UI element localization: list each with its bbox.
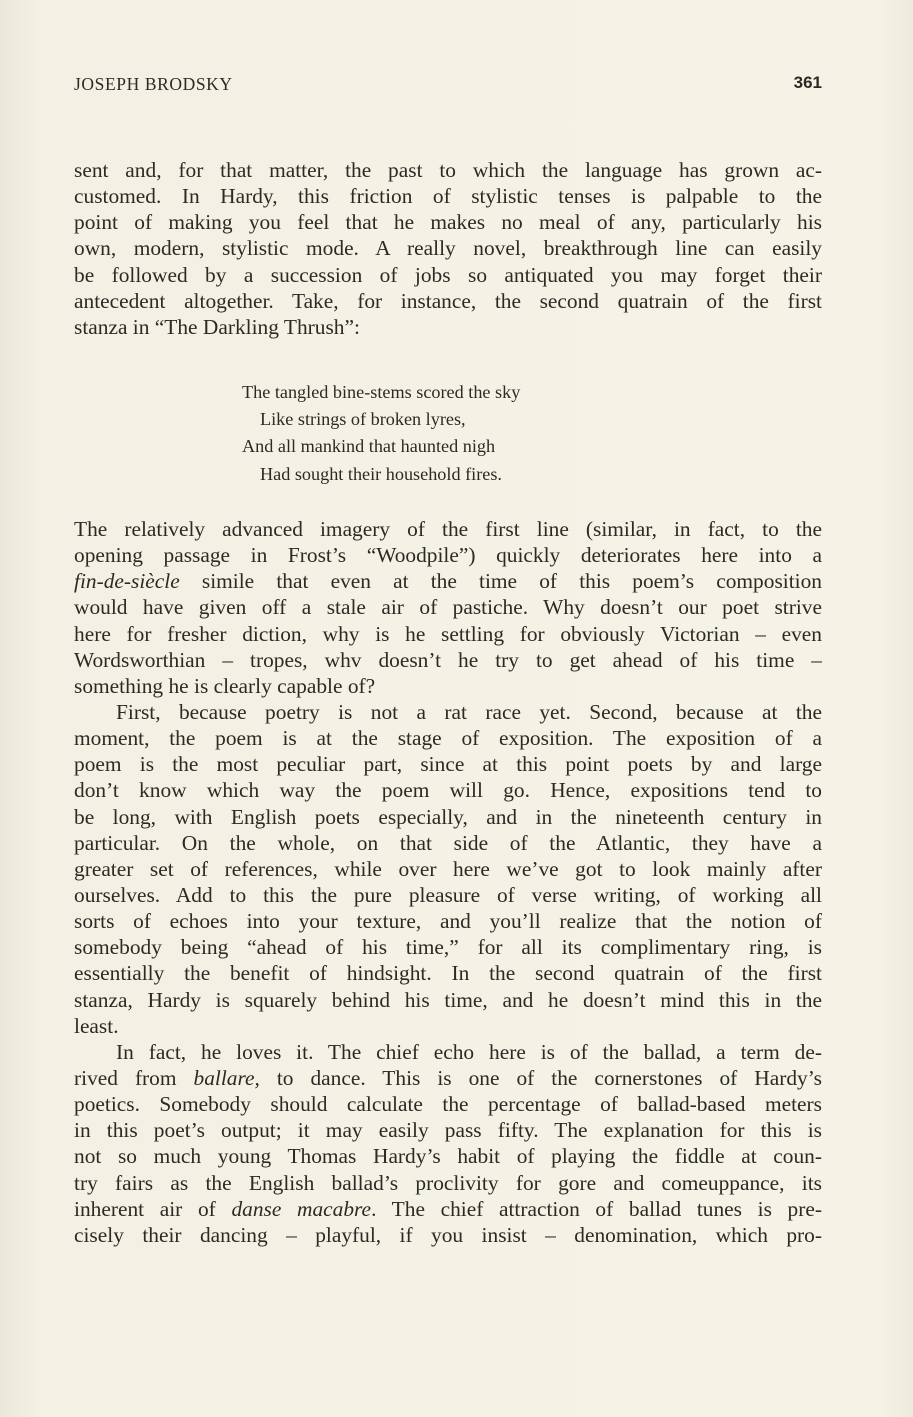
poem-line: Had sought their household fires.	[260, 463, 502, 484]
text-fragment: . The chief attraction of ballad tunes is pre-	[371, 1196, 822, 1221]
text-fragment: rived from	[74, 1065, 194, 1090]
text-fragment: inherent air of	[74, 1196, 232, 1221]
text-line: somebody being “ahead of his time,” for all its complimentary ring, is	[74, 935, 822, 960]
running-head: JOSEPH BRODSKY	[74, 74, 233, 94]
text-line: particular. On the whole, on that side of the Atlantic, they have a	[74, 830, 822, 855]
text-fragment: simile that even at the time of this poem’s composition	[179, 569, 822, 594]
text-line: poem is the most peculiar part, since at this point poets by and large	[74, 752, 822, 777]
text-line: point of making you feel that he makes no meal of any, particularly his	[74, 210, 822, 235]
poem-line: The tangled bine-stems scored the sky	[242, 382, 521, 402]
paragraph-3	[74, 699, 822, 1039]
text-line: cisely their dancing – playful, if you insist – denomination, which pro-	[74, 1222, 822, 1247]
main-text	[74, 516, 822, 1248]
text-line: First, because poetry is not a rat race yet. Second, because at the	[116, 699, 822, 724]
text-line: own, modern, stylistic mode. A really novel, breakthrough line can easily	[74, 236, 822, 261]
text-line: essentially the benefit of hindsight. In the second quatrain of the first	[74, 961, 822, 986]
text-line: stanza in “The Darkling Thrush”:	[74, 314, 360, 339]
text-fragment: to dance. This is one of the cornerstones of Hardy’s	[259, 1065, 822, 1090]
text-line: would have given off a stale air of pastiche. Why doesn’t our poet strive	[74, 595, 822, 620]
text-line: poetics. Somebody should calculate the percentage of ballad-based meters	[74, 1092, 822, 1117]
text-line: greater set of references, while over here we’ve got to look mainly after	[74, 856, 822, 881]
italic-term: danse macabre	[231, 1196, 372, 1221]
text-line: The relatively advanced imagery of the first line (similar, in fact, to the	[74, 517, 822, 541]
text-line: stanza, Hardy is squarely behind his time, and he doesn’t mind this in the	[74, 987, 822, 1012]
text-line: opening passage in Frost’s “Woodpile”) quickly deteriorates here into a	[74, 543, 822, 568]
paragraph-4	[74, 1039, 822, 1248]
poem-quotation	[242, 379, 520, 488]
text-line: be followed by a succession of jobs so antiquated you may forget their	[74, 262, 822, 287]
poem-line: And all mankind that haunted nigh	[242, 436, 496, 457]
text-line: In fact, he loves it. The chief echo here is of the ballad, a term de-	[116, 1039, 822, 1064]
page-header	[74, 74, 822, 96]
text-line	[74, 1065, 822, 1091]
text-line: not so much young Thomas Hardy’s habit of playing the fiddle at coun-	[74, 1144, 822, 1169]
italic-term: ballare,	[193, 1065, 260, 1090]
text-line: something he is clearly capable of?	[74, 673, 376, 698]
text-line: here for fresher diction, why is he settling for obviously Victorian – even	[74, 621, 822, 646]
text-line: least.	[74, 1013, 119, 1038]
text-line: antecedent altogether. Take, for instance, the second quatrain of the first	[74, 288, 822, 313]
text-line: customed. In Hardy, this friction of stylistic tenses is palpable to the	[74, 184, 822, 209]
text-line: don’t know which way the poem will go. Hence, expositions tend to	[74, 778, 822, 803]
text-line: in this poet’s output; it may easily pass fifty. The explanation for this is	[74, 1118, 822, 1143]
text-line: sent and, for that matter, the past to which the language has grown ac-	[74, 158, 822, 182]
text-line: try fairs as the English ballad’s proclivity for gore and comeuppance, its	[74, 1170, 822, 1195]
text-line	[74, 568, 822, 594]
italic-term: fin-de-siècle	[74, 569, 180, 594]
page-number: 361	[793, 73, 822, 92]
text-line: Wordsworthian – tropes, whv doesn’t he try to get ahead of his time –	[74, 647, 822, 672]
paragraph-1	[74, 157, 822, 340]
poem-line: Like strings of broken lyres,	[260, 409, 466, 430]
text-line: moment, the poem is at the stage of exposition. The exposition of a	[74, 726, 822, 751]
text-line: be long, with English poets especially, and in the nineteenth century in	[74, 804, 822, 829]
text-line	[74, 1196, 822, 1222]
text-line: sorts of echoes into your texture, and you’ll realize that the notion of	[74, 909, 822, 934]
text-line: ourselves. Add to this the pure pleasure of verse writing, of working all	[74, 882, 822, 907]
paragraph-2	[74, 516, 822, 699]
